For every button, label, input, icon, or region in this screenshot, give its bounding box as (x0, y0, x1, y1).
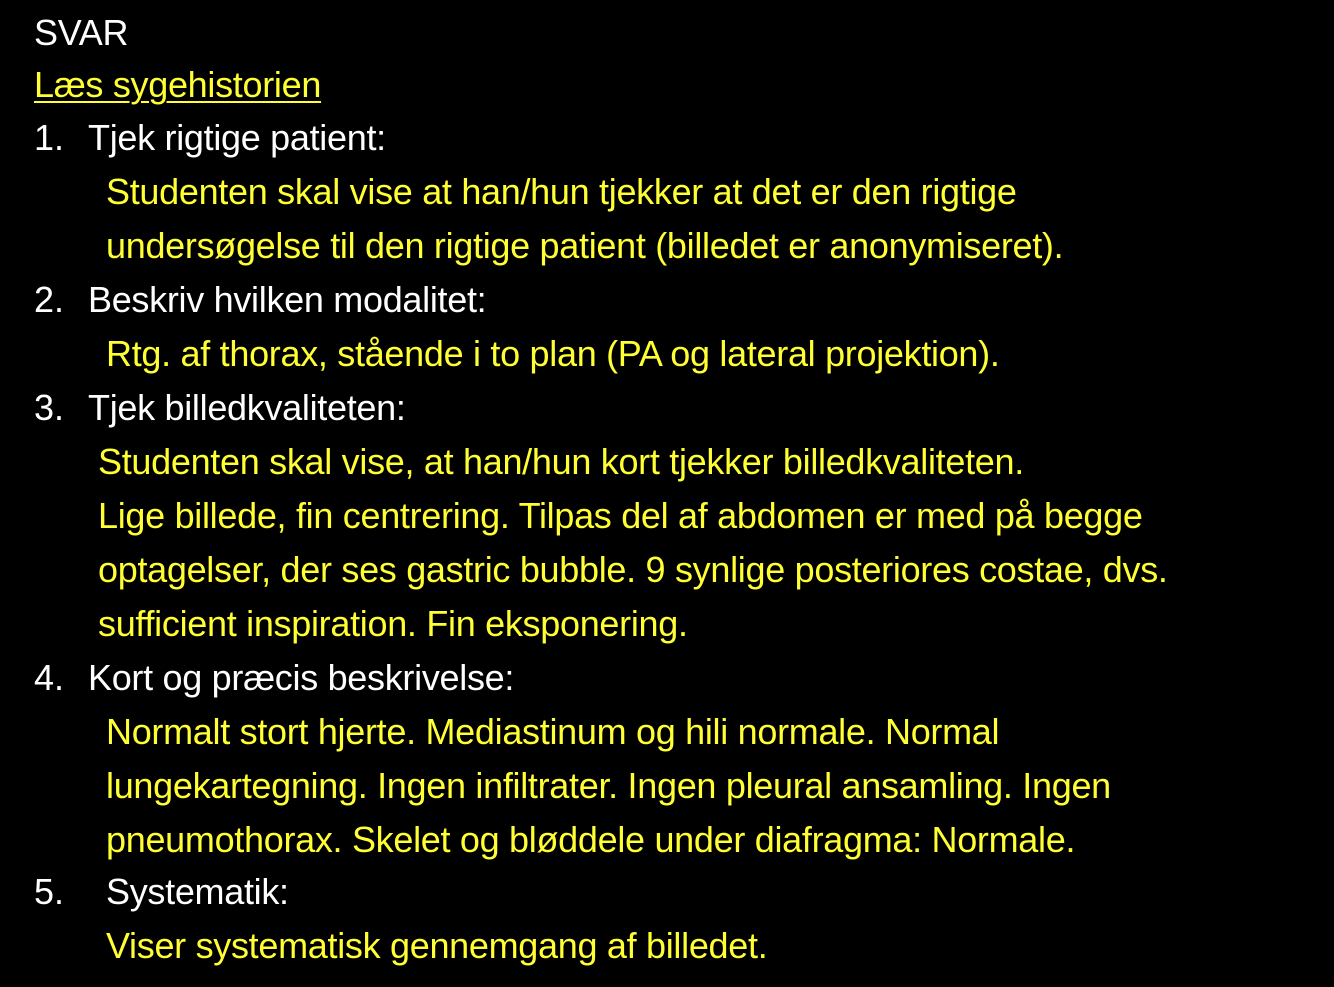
section-2-heading: Beskriv hvilken modalitet: (88, 279, 487, 320)
page-title: SVAR (34, 12, 129, 53)
section-5-heading: Systematik: (106, 871, 289, 912)
section-1-heading: Tjek rigtige patient: (88, 117, 386, 158)
section-4-number: 4. (34, 657, 65, 698)
section-5-answer-line: Viser systematisk gennemgang af billedet. (106, 925, 768, 966)
section-4-heading: Kort og præcis beskrivelse: (88, 657, 515, 698)
section-3-answer-line: optagelser, der ses gastric bubble. 9 synlige posteriores costae, dvs. (98, 549, 1168, 590)
section-3-answer-line: Studenten skal vise, at han/hun kort tjekker billedkvaliteten. (98, 441, 1024, 482)
section-1-answer-line: undersøgelse til den rigtige patient (billedet er anonymiseret). (106, 225, 1064, 266)
section-4-answer-line: pneumothorax. Skelet og bløddele under diafragma: Normale. (106, 819, 1076, 860)
section-1-number: 1. (34, 117, 65, 158)
section-2-number: 2. (34, 279, 65, 320)
section-3-answer-line: Lige billede, fin centrering. Tilpas del af abdomen er med på begge (98, 495, 1143, 536)
section-2-answer-line: Rtg. af thorax, stående i to plan (PA og lateral projektion). (106, 333, 1000, 374)
section-4-answer-line: lungekartegning. Ingen infiltrater. Ingen pleural ansamling. Ingen (106, 765, 1111, 806)
section-4-answer-line: Normalt stort hjerte. Mediastinum og hili normale. Normal (106, 711, 1000, 752)
section-1-answer-line: Studenten skal vise at han/hun tjekker at det er den rigtige (106, 171, 1017, 212)
subtitle-link[interactable]: Læs sygehistorien (34, 64, 322, 105)
section-3-answer-line: sufficient inspiration. Fin eksponering. (98, 603, 688, 644)
section-3-heading: Tjek billedkvaliteten: (88, 387, 406, 428)
section-3-number: 3. (34, 387, 65, 428)
section-5-number: 5. (34, 871, 65, 912)
